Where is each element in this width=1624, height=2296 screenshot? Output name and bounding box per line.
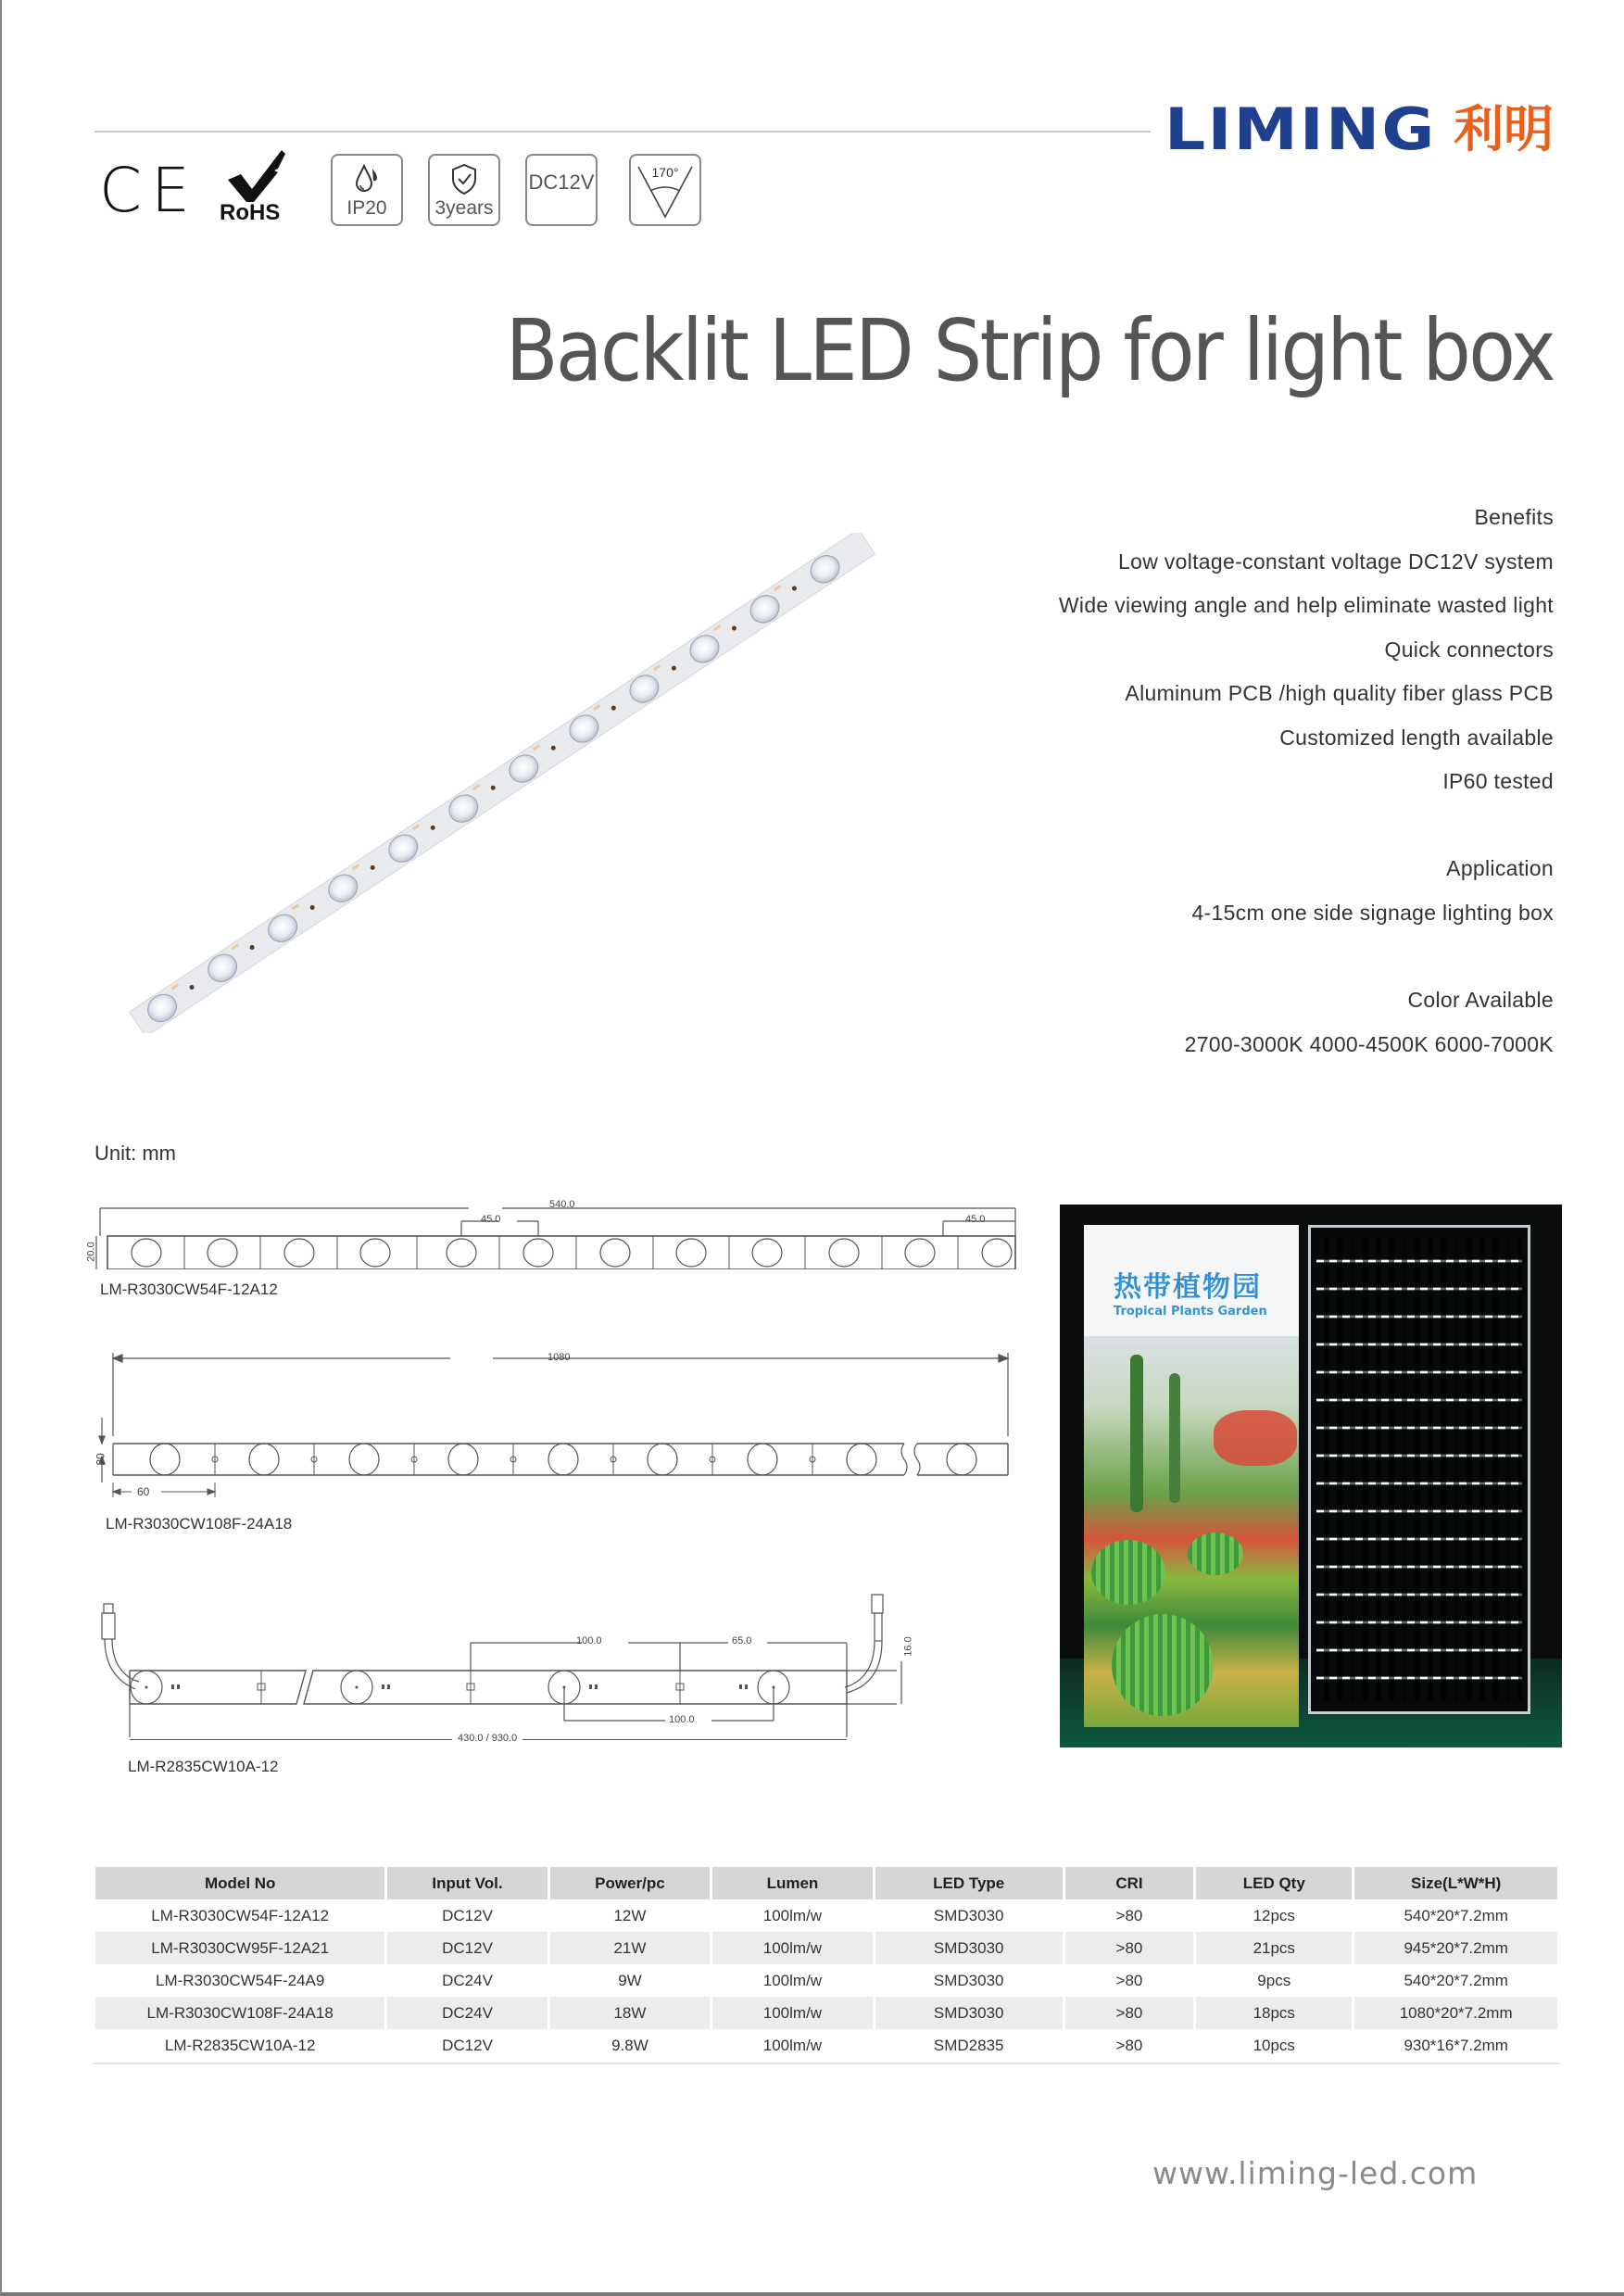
- led-backlight-frame: [1308, 1225, 1530, 1714]
- cell-power: 9W: [618, 1971, 642, 1989]
- cell-lumen: 100lm/w: [712, 1997, 872, 2029]
- col-header-lumen: Lumen: [712, 1867, 872, 1899]
- col-header-size: Size(L*W*H): [1354, 1867, 1557, 1899]
- cell-model: LM-R3030CW108F-24A18: [95, 1997, 384, 2029]
- color-available-section: [1185, 978, 1554, 1066]
- color-available-heading: Color Available: [1407, 988, 1554, 1012]
- cell-cri: >80: [1115, 1906, 1143, 1924]
- cell-size: 540*20*7.2mm: [1404, 1906, 1508, 1924]
- col-header-input-voltage: Input Vol.: [387, 1867, 547, 1899]
- col-header-cri: CRI: [1065, 1867, 1193, 1899]
- technical-drawing-2: [91, 1344, 1026, 1538]
- benefit-item: Aluminum PCB /high quality fiber glass PCB: [1125, 681, 1554, 705]
- application-section: [1191, 847, 1554, 935]
- dimension-width: 16.0: [902, 1636, 914, 1657]
- table-row: [95, 1932, 1557, 1964]
- table-header-row: [95, 1867, 1557, 1899]
- application-text: 4-15cm one side signage lighting box: [1191, 900, 1554, 925]
- drawing-model-label: LM-R2835CW10A-12: [128, 1758, 279, 1775]
- lightbox-graphic-panel: [1084, 1225, 1299, 1727]
- cell-model: LM-R3030CW54F-24A9: [156, 1971, 325, 1989]
- dimension-pitch-bottom: 100.0: [669, 1714, 695, 1725]
- cell-lumen: 100lm/w: [762, 1971, 823, 1989]
- table-bottom-rule: [93, 2063, 1560, 2064]
- dimension-pitch-top: 100.0: [576, 1635, 602, 1646]
- application-heading: Application: [1446, 856, 1554, 880]
- certification-icons: [99, 148, 701, 232]
- cell-size: 540*20*7.2mm: [1404, 1971, 1508, 1989]
- cell-power: 18W: [550, 1997, 711, 2029]
- benefit-item: IP60 tested: [1442, 769, 1554, 793]
- cell-cri: >80: [1115, 1971, 1143, 1989]
- dimension-length: 540.0: [549, 1199, 575, 1210]
- product-strip-photo: [113, 533, 891, 1033]
- ce-mark-icon: CE: [99, 154, 199, 226]
- cell-led-type: SMD3030: [933, 1971, 1004, 1989]
- cell-power: 12W: [613, 1906, 647, 1924]
- benefit-item: Low voltage-constant voltage DC12V system: [1118, 549, 1554, 574]
- beam-angle-badge: [629, 154, 701, 226]
- col-header-led-type: LED Type: [875, 1867, 1063, 1899]
- rohs-badge: [220, 148, 312, 232]
- cell-power: 9.8W: [611, 2036, 648, 2054]
- table-row: [95, 1899, 1557, 1932]
- cell-led-qty: 9pcs: [1257, 1971, 1291, 1989]
- col-header-led-qty: LED Qty: [1196, 1867, 1352, 1899]
- cell-led-qty: 10pcs: [1253, 2036, 1295, 2054]
- website-link[interactable]: www.liming-led.com: [1152, 2155, 1479, 2191]
- beam-angle-label: 170°: [651, 165, 679, 180]
- drawing-model-label: LM-R3030CW108F-24A18: [106, 1515, 293, 1533]
- cell-input-voltage: DC24V: [442, 1971, 493, 1989]
- technical-drawing-1: [85, 1195, 1026, 1298]
- dimension-length: 1080: [548, 1352, 571, 1363]
- rohs-check-icon: [224, 148, 298, 204]
- cell-size: 945*20*7.2mm: [1354, 1932, 1557, 1964]
- col-header-model: Model No: [95, 1867, 384, 1899]
- dimension-end-pitch: 45.0: [965, 1214, 986, 1225]
- cell-model: LM-R3030CW54F-12A12: [151, 1906, 330, 1924]
- cell-lumen: 100lm/w: [762, 2036, 823, 2054]
- voltage-label: DC12V: [528, 170, 595, 194]
- brand-name-latin: LIMING: [1164, 95, 1437, 163]
- cell-lumen: 100lm/w: [762, 1906, 823, 1924]
- cell-led-type: SMD2835: [933, 2036, 1004, 2054]
- unit-label: Unit: mm: [94, 1142, 176, 1165]
- sign-title-en: Tropical Plants Garden: [1114, 1305, 1267, 1318]
- benefit-item: Wide viewing angle and help eliminate wasted light: [1058, 593, 1554, 617]
- page-title: Backlit LED Strip for light box: [505, 301, 1554, 400]
- cell-cri: >80: [1115, 2036, 1143, 2054]
- benefits-section: [1059, 496, 1554, 804]
- ip-rating-label: IP20: [346, 196, 387, 219]
- cell-led-type: SMD3030: [875, 1932, 1063, 1964]
- dimension-pitch: 45.0: [481, 1214, 501, 1225]
- cell-model: LM-R3030CW95F-12A21: [95, 1932, 384, 1964]
- benefits-heading: Benefits: [1474, 505, 1554, 529]
- cell-led-type: SMD3030: [933, 1906, 1004, 1924]
- header-rule: [94, 131, 1151, 132]
- dimension-width: 20.0: [85, 1242, 97, 1262]
- dimension-end-offset: 65.0: [732, 1635, 752, 1646]
- shield-check-icon: [450, 163, 478, 195]
- ip-rating-badge: [331, 154, 403, 226]
- cell-input-voltage: DC12V: [387, 1932, 547, 1964]
- table-row: [95, 1964, 1557, 1997]
- cell-cri: >80: [1065, 1932, 1193, 1964]
- spec-table: [93, 1867, 1560, 2062]
- warranty-label: 3years: [434, 196, 494, 219]
- cell-input-voltage: DC12V: [442, 2036, 493, 2054]
- lightbox-demo-photo: [1060, 1205, 1562, 1747]
- cell-lumen: 100lm/w: [712, 1932, 872, 1964]
- benefit-item: Customized length available: [1279, 725, 1554, 750]
- cell-cri: >80: [1065, 1997, 1193, 2029]
- cell-power: 21W: [550, 1932, 711, 1964]
- col-header-power: Power/pc: [550, 1867, 711, 1899]
- cell-input-voltage: DC24V: [387, 1997, 547, 2029]
- dimension-width: 20: [94, 1453, 107, 1466]
- cell-led-qty: 12pcs: [1253, 1906, 1295, 1924]
- drawing-model-label: LM-R3030CW54F-12A12: [100, 1280, 278, 1298]
- cell-size: 930*16*7.2mm: [1404, 2036, 1508, 2054]
- rohs-label: RoHS: [220, 200, 281, 225]
- water-drop-icon: [353, 163, 381, 195]
- cell-led-qty: 21pcs: [1196, 1932, 1352, 1964]
- cell-led-type: SMD3030: [875, 1997, 1063, 2029]
- cell-input-voltage: DC12V: [442, 1906, 493, 1924]
- technical-drawing-3: [91, 1580, 1026, 1788]
- brand-logo: [1164, 95, 1555, 163]
- dimension-length: 430.0 / 930.0: [452, 1733, 522, 1744]
- cell-led-qty: 18pcs: [1196, 1997, 1352, 2029]
- color-available-text: 2700-3000K 4000-4500K 6000-7000K: [1184, 1031, 1554, 1056]
- benefit-item: Quick connectors: [1384, 637, 1554, 662]
- cell-size: 1080*20*7.2mm: [1354, 1997, 1557, 2029]
- table-row: [95, 1997, 1557, 2029]
- cell-model: LM-R2835CW10A-12: [164, 2036, 316, 2054]
- warranty-badge: [428, 154, 500, 226]
- dimension-pitch: 60: [137, 1485, 150, 1498]
- sign-title-cjk: 热带植物园: [1114, 1271, 1262, 1304]
- brand-name-cjk: 利明: [1454, 100, 1555, 158]
- voltage-badge: [525, 154, 598, 226]
- table-row: [95, 2029, 1557, 2062]
